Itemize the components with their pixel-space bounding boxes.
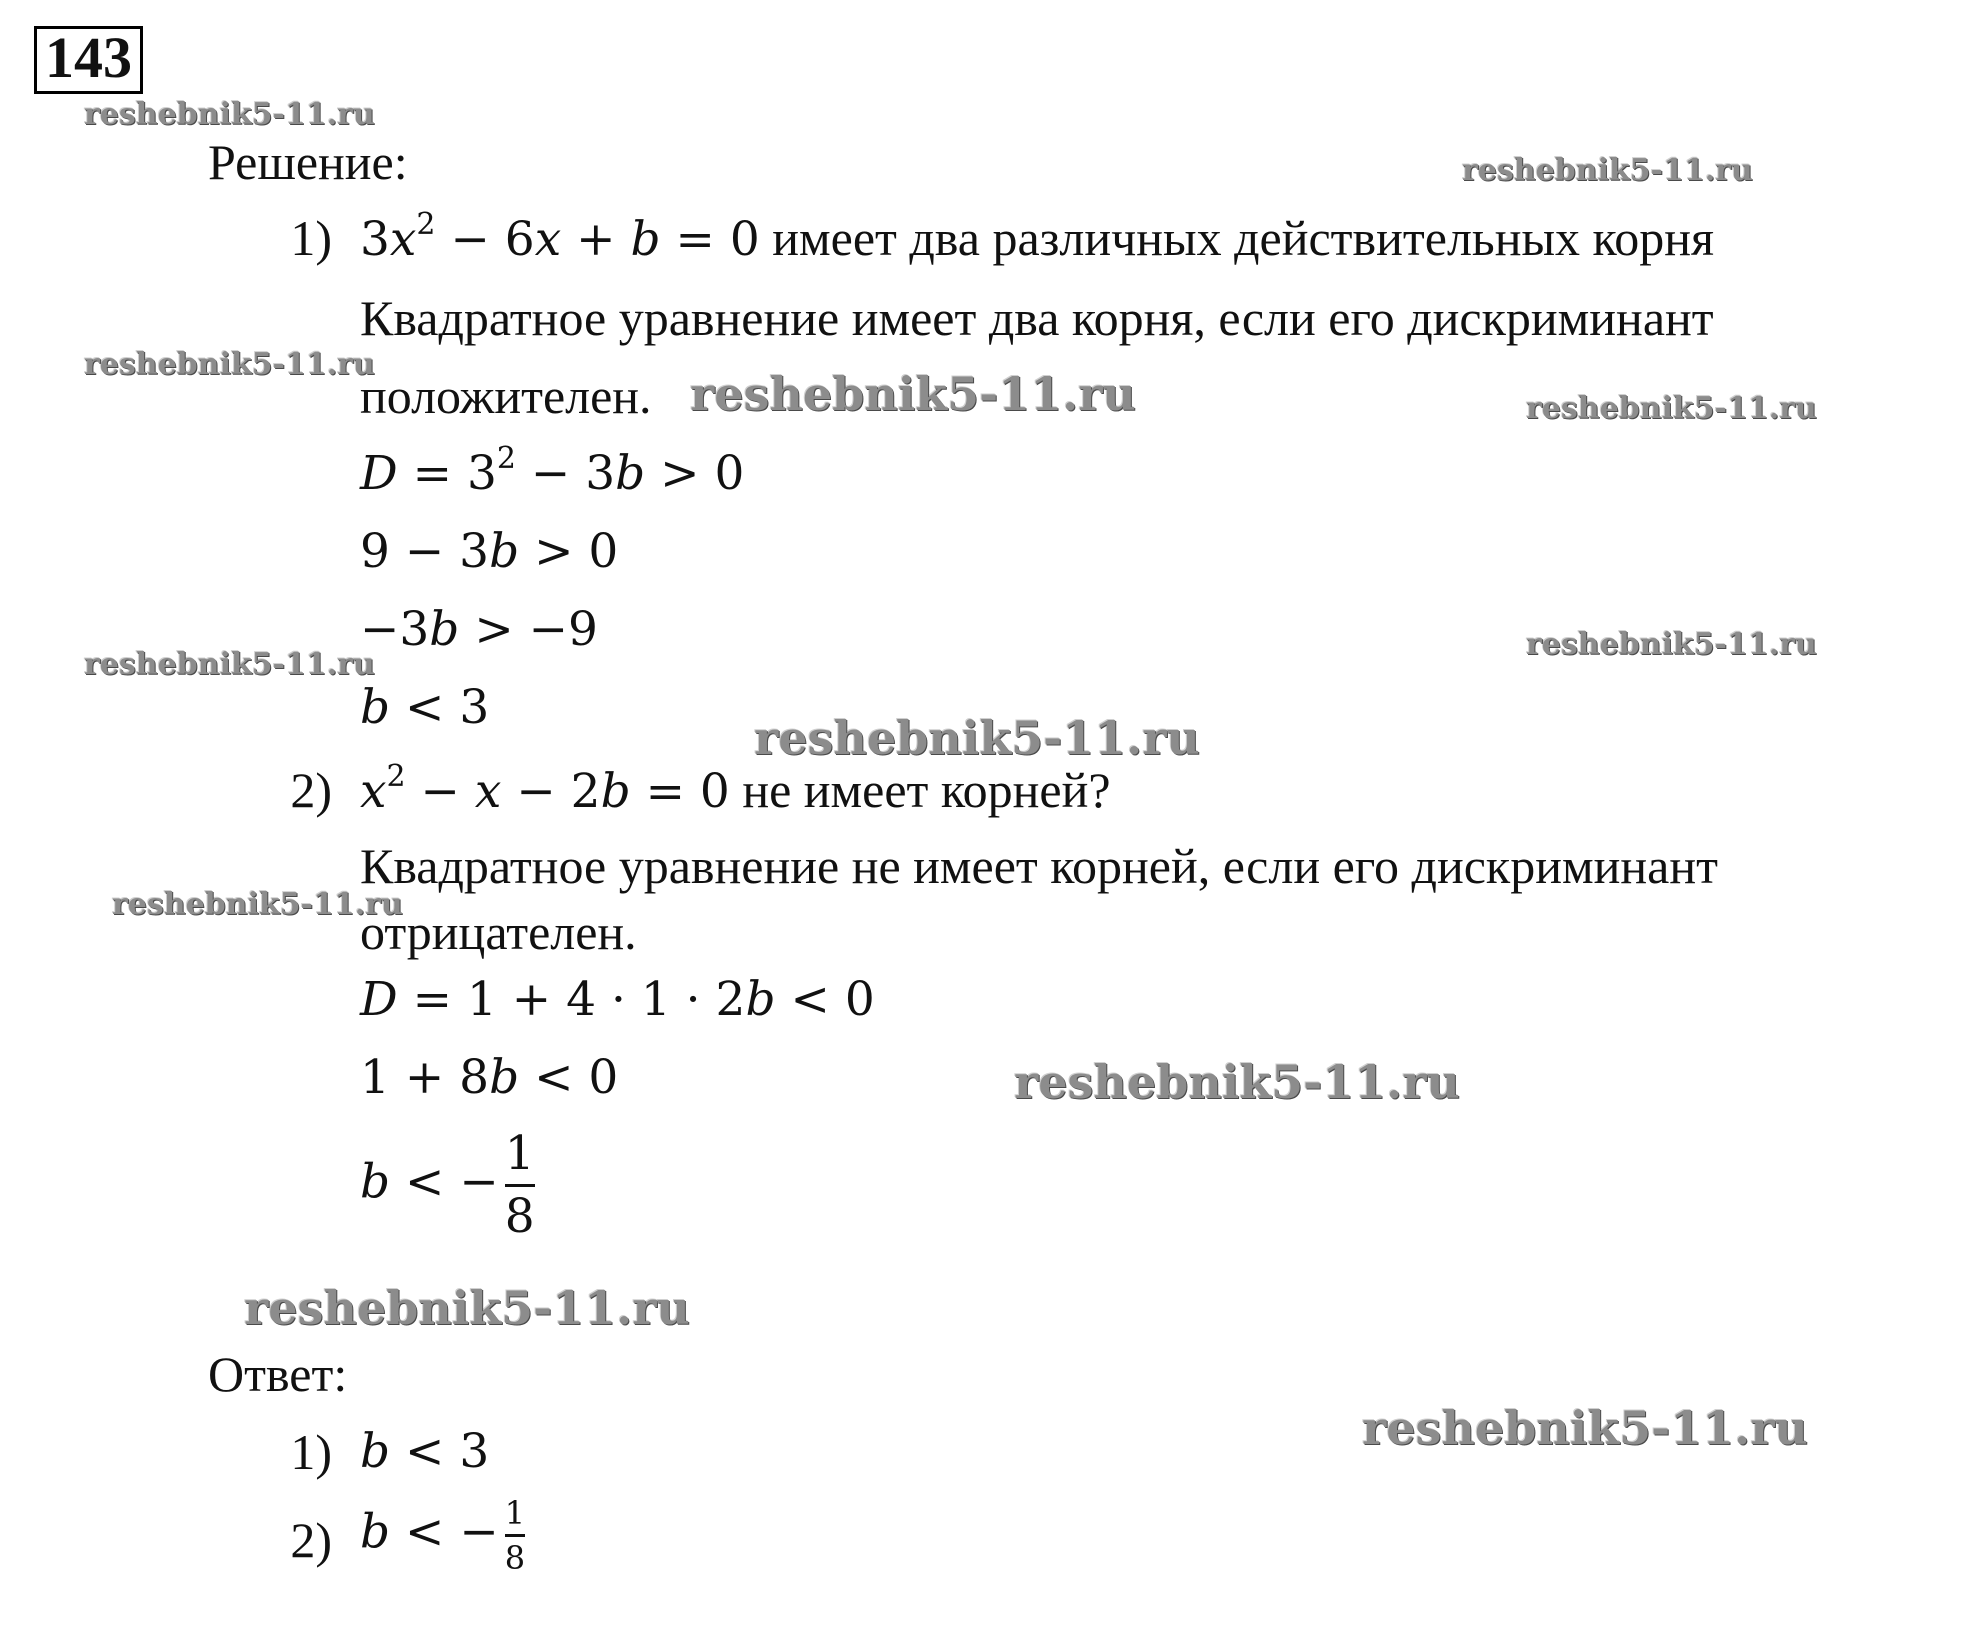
problem-number: 143 (34, 26, 143, 94)
part2-condition: не имеет корней? (729, 762, 1111, 818)
watermark: reshebnik5-11.ru (1526, 627, 1817, 662)
part2-discriminant: D = 1 + 4 · 1 · 2b < 0 (360, 972, 875, 1027)
part1-step3: −3b > −9 (360, 602, 598, 657)
answer2-value: b < − $\frac{1}{8}$ (360, 1494, 526, 1577)
watermark: reshebnik5-11.ru (1014, 1055, 1460, 1109)
part2-explanation-line1: Квадратное уравнение не имеет корней, если его дискриминант (360, 838, 1718, 894)
watermark: reshebnik5-11.ru (1462, 153, 1753, 188)
part1-discriminant: $D = 3^2 - 3b > 0$ (360, 441, 745, 501)
watermark: reshebnik5-11.ru (112, 887, 403, 922)
answer1-number: 1) (290, 1424, 332, 1480)
watermark: reshebnik5-11.ru (1526, 391, 1817, 426)
part1-number: 1) (290, 210, 332, 266)
part1-condition: имеет два различных действительных корня (759, 210, 1715, 266)
answer-heading: Ответ: (208, 1346, 348, 1402)
part1-statement (360, 207, 1715, 268)
watermark: reshebnik5-11.ru (84, 347, 375, 382)
answer2-number: 2) (290, 1512, 332, 1568)
watermark: reshebnik5-11.ru (244, 1281, 690, 1335)
watermark: reshebnik5-11.ru (1362, 1401, 1808, 1455)
part2-equation: $x^2 - x - 2b = 0$ (360, 759, 730, 819)
part2-explanation-line2: отрицателен. (360, 904, 637, 960)
solution-heading: Решение: (208, 134, 408, 190)
part2-step2: 1 + 8b < 0 (360, 1050, 619, 1105)
part1-result: b < 3 (360, 680, 490, 735)
watermark: reshebnik5-11.ru (754, 711, 1200, 765)
part2-statement (360, 759, 1111, 820)
watermark: reshebnik5-11.ru (84, 97, 375, 132)
part2-number: 2) (290, 762, 332, 818)
watermark: reshebnik5-11.ru (84, 647, 375, 682)
part1-equation: $3x^2 - 6x + b = 0$ (360, 207, 760, 267)
part1-explanation-line1: Квадратное уравнение имеет два корня, если его дискриминант (360, 290, 1714, 346)
answer2-fraction: $\frac{1}{8}$ (504, 1494, 526, 1577)
part1-explanation-line2: положителен. (360, 368, 652, 424)
part1-step2: 9 − 3b > 0 (360, 524, 619, 579)
answer1-value: b < 3 (360, 1424, 490, 1479)
part2-fraction: $\frac{1}{8}$ (504, 1126, 535, 1244)
watermark: reshebnik5-11.ru (690, 367, 1136, 421)
part2-result: b < − $\frac{1}{8}$ (360, 1126, 535, 1244)
